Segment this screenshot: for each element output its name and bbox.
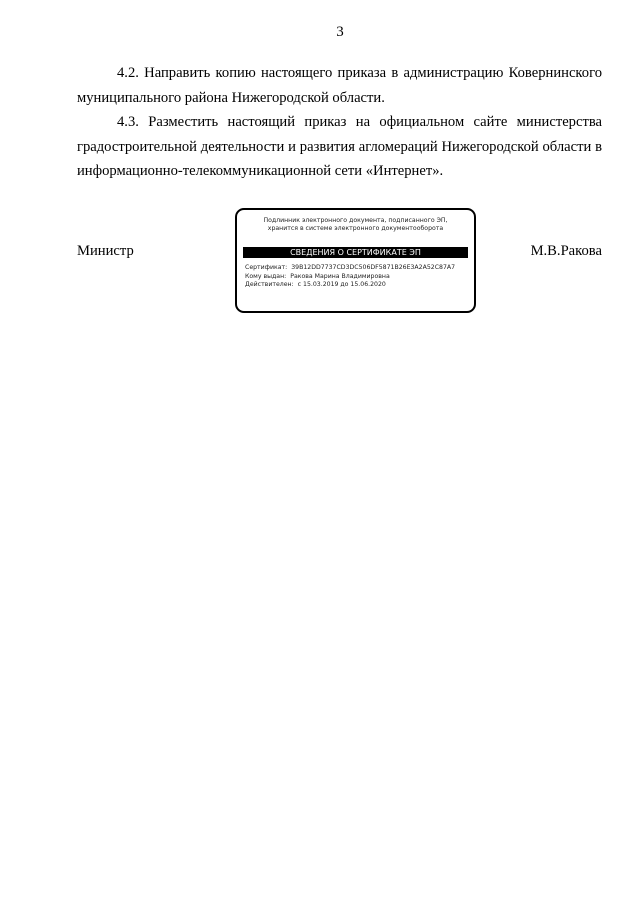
label: Действителен: xyxy=(245,281,294,288)
value: Ракова Марина Владимировна xyxy=(290,272,390,280)
paragraph-4-2 xyxy=(77,61,602,110)
stamp-issued-to xyxy=(245,273,474,282)
paragraph-text: 4.3. Разместить настоящий приказ на официальном сайте министерства градостроительной деятельности и развития агломераций Нижегородской области в информационно-телекоммуникационной сети «Интернет». xyxy=(77,114,602,179)
label: Кому выдан: xyxy=(245,272,287,280)
stamp-title: СВЕДЕНИЯ О СЕРТИФИКАТЕ ЭП xyxy=(243,247,468,258)
stamp-validity xyxy=(245,281,474,290)
label: Сертификат: xyxy=(245,264,288,271)
value: 39B12DD7737CD3DC506DF5871B26E3A2A52C87A7 xyxy=(291,264,456,271)
stamp-certificate xyxy=(245,264,474,273)
signatory-position: Министр xyxy=(77,243,134,259)
paragraph-text: 4.2. Направить копию настоящего приказа в администрацию Ковернинского муниципального района Нижегородской области. xyxy=(77,65,602,106)
value: с 15.03.2019 до 15.06.2020 xyxy=(297,281,386,288)
stamp-header-line: хранится в системе электронного документооборота xyxy=(267,225,444,232)
signatory-name: М.В.Ракова xyxy=(530,243,602,259)
page-number: 3 xyxy=(336,24,344,40)
stamp-header-line: Подлинник электронного документа, подписанного ЭП, xyxy=(263,217,448,224)
electronic-signature-stamp xyxy=(235,208,476,313)
paragraph-4-3 xyxy=(77,110,602,184)
stamp-header xyxy=(237,217,474,233)
